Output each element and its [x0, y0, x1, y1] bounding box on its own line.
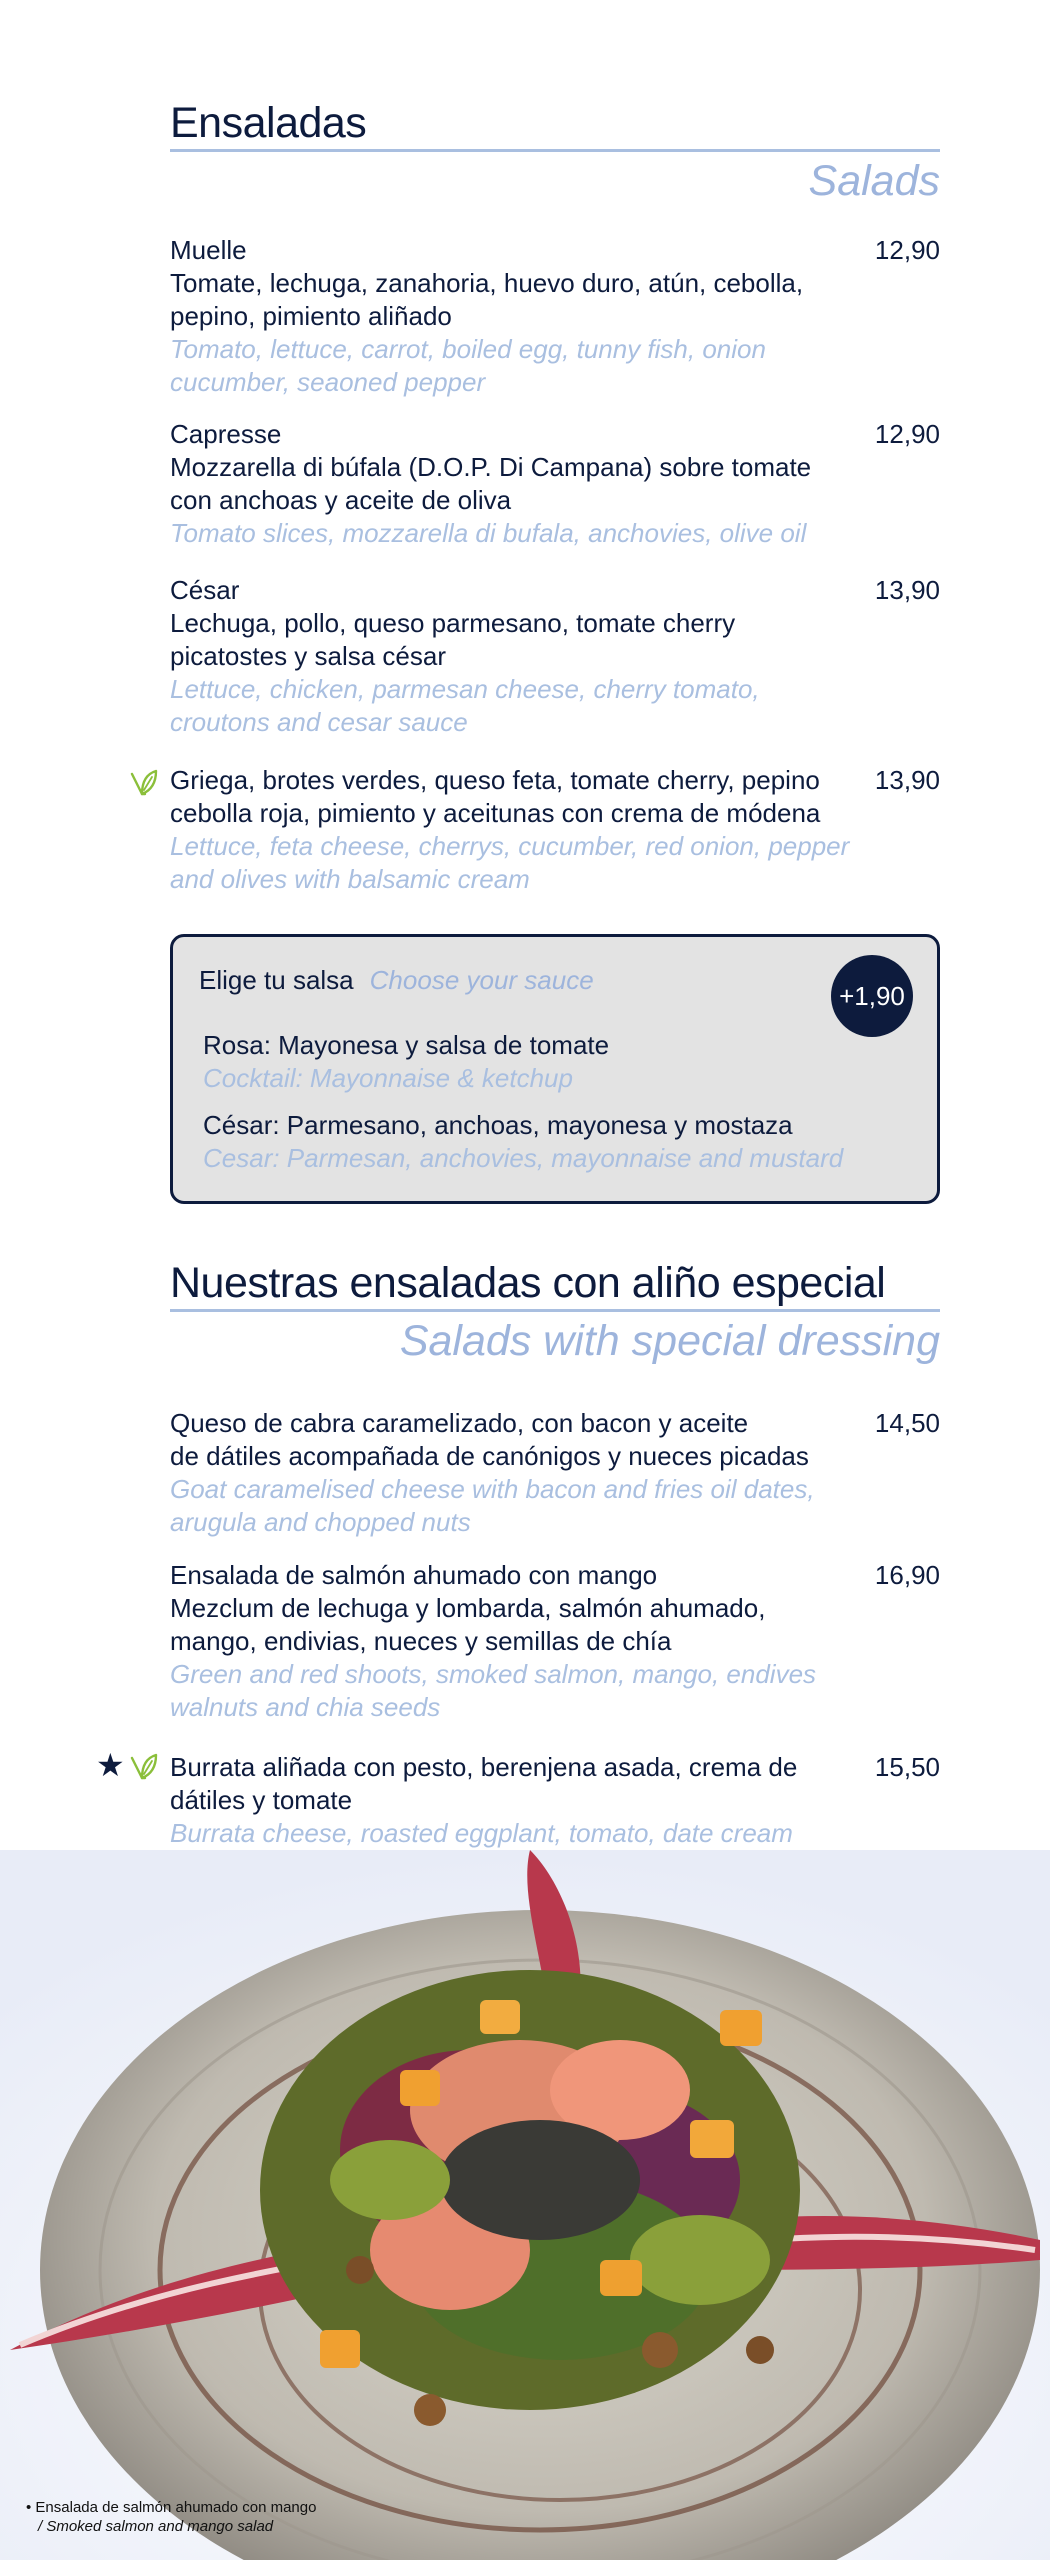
- item-price: 16,90: [874, 1560, 940, 1590]
- salad-photo: [0, 1850, 1050, 2560]
- item-desc-es: con anchoas y aceite de oliva: [170, 485, 512, 515]
- item-desc-es: cebolla roja, pimiento y aceitunas con crema de módena: [170, 798, 821, 828]
- sauce-price-badge: +1,90: [831, 955, 913, 1037]
- item-desc-en: Green and red shoots, smoked salmon, mango, endives: [170, 1659, 817, 1689]
- item-desc-es: Mezclum de lechuga y lombarda, salmón ahumado,: [170, 1593, 766, 1623]
- item-desc-en: croutons and cesar sauce: [170, 707, 468, 737]
- caption-en: / Smoked salmon and mango salad: [38, 2518, 274, 2535]
- item-desc-en: and olives with balsamic cream: [170, 864, 530, 894]
- sauce-option-name-en: Cesar:: [203, 1143, 280, 1173]
- sauce-heading: [199, 965, 594, 996]
- item-desc-en: Tomato, lettuce, carrot, boiled egg, tunny fish, onion: [170, 334, 766, 364]
- section-subtitle-special: Salads with special dressing: [399, 1317, 940, 1365]
- item-desc-es: de dátiles acompañada de canónigos y nueces picadas: [170, 1441, 809, 1471]
- item-price: 13,90: [874, 765, 940, 795]
- item-price: 14,50: [874, 1408, 940, 1438]
- item-desc-es: dátiles y tomate: [170, 1785, 353, 1815]
- item-desc-en: walnuts and chia seeds: [170, 1692, 441, 1722]
- item-name: Queso de cabra caramelizado,: [170, 1408, 525, 1438]
- sauce-title-es: Elige tu salsa: [199, 965, 354, 995]
- star-icon: ★: [96, 1747, 125, 1783]
- item-desc-es: mango, endivias, nueces y semillas de chía: [170, 1626, 672, 1656]
- item-desc-es: brotes verdes, queso feta, tomate cherry, pepino: [255, 765, 820, 795]
- sauce-option-cesar: [203, 1109, 843, 1175]
- item-desc-es: con mango: [521, 1560, 658, 1590]
- item-desc-es: pepino, pimiento aliñado: [170, 301, 452, 331]
- caption-es: • Ensalada de salmón ahumado con mango: [26, 2499, 317, 2516]
- section-subtitle-salads: Salads: [808, 157, 940, 205]
- menu-item-queso-cabra: [170, 1407, 940, 1539]
- item-desc-en: Goat caramelised cheese with bacon and fries oil dates,: [170, 1474, 815, 1504]
- item-desc-es: berenjena asada, crema de: [473, 1752, 798, 1782]
- menu-item-salmon: [170, 1559, 940, 1724]
- photo-caption: [26, 2498, 316, 2536]
- sauce-option-name: Rosa:: [203, 1030, 271, 1060]
- section-title-special: Nuestras ensaladas con aliño especial: [170, 1260, 940, 1312]
- item-price: 12,90: [874, 419, 940, 449]
- item-desc-es: picatostes y salsa césar: [170, 641, 447, 671]
- menu-item-griega: [170, 764, 940, 896]
- item-price: 13,90: [874, 575, 940, 605]
- item-name: Griega,: [170, 765, 256, 795]
- item-desc-en: arugula and chopped nuts: [170, 1507, 471, 1537]
- menu-item-capresse: [170, 418, 940, 550]
- item-name: Muelle: [170, 235, 247, 265]
- item-desc-es: Mozzarella di búfala (D.O.P. Di Campana) sobre tomate: [170, 452, 812, 482]
- item-desc-es: Lechuga, pollo, queso parmesano, tomate cherry: [170, 608, 736, 638]
- item-name: Burrata aliñada con pesto,: [170, 1752, 474, 1782]
- sauce-option-name: César:: [203, 1110, 280, 1140]
- item-desc-es: con bacon y aceite: [524, 1408, 749, 1438]
- sauce-option-rosa: [203, 1029, 609, 1095]
- vegetarian-leaf-icon: [128, 1752, 158, 1782]
- menu-item-cesar: [170, 574, 940, 739]
- item-desc-en: Lettuce, chicken, parmesan cheese, cherry tomato,: [170, 674, 760, 704]
- item-name: Capresse: [170, 419, 282, 449]
- menu-item-muelle: [170, 234, 940, 399]
- sauce-option-name-en: Cocktail:: [203, 1063, 303, 1093]
- sauce-box: [170, 934, 940, 1204]
- section-title-salads: Ensaladas: [170, 100, 940, 152]
- sauce-title-en: Choose your sauce: [369, 965, 594, 995]
- item-desc-en: Tomato slices, mozzarella di bufala, anchovies, olive oil: [170, 518, 807, 548]
- item-name: César: [170, 575, 240, 605]
- item-desc-es: Tomate, lechuga, zanahoria, huevo duro, atún, cebolla,: [170, 268, 804, 298]
- item-price: 15,50: [874, 1752, 940, 1782]
- item-desc-en: Lettuce, feta cheese, cherrys, cucumber, red onion, pepper: [170, 831, 850, 861]
- sauce-option-desc-en: Parmesan, anchovies, mayonnaise and mustard: [279, 1143, 844, 1173]
- vegetarian-leaf-icon: [128, 768, 158, 798]
- item-price: 12,90: [874, 235, 940, 265]
- item-desc-en: cucumber, seaoned pepper: [170, 367, 486, 397]
- item-desc-en: Burrata cheese, roasted eggplant, tomato, date cream: [170, 1818, 793, 1848]
- sauce-option-desc: Parmesano, anchoas, mayonesa y mostaza: [279, 1110, 793, 1140]
- sauce-option-desc-en: Mayonnaise & ketchup: [302, 1063, 573, 1093]
- sauce-option-desc: Mayonesa y salsa de tomate: [270, 1030, 610, 1060]
- item-name: Ensalada de salmón ahumado: [170, 1560, 522, 1590]
